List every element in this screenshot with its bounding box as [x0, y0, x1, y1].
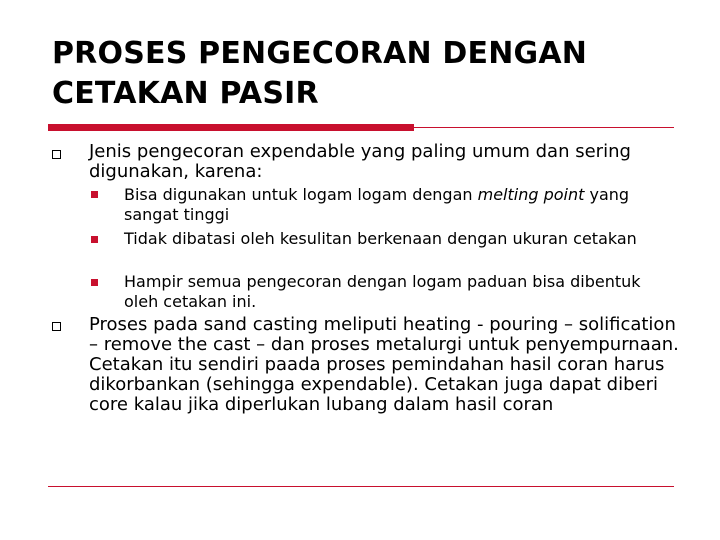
title-underline: [48, 127, 674, 128]
sub-bullet-3-text: Hampir semua pengecoran dengan logam paduan bisa dibentuk oleh cetakan ini.: [124, 272, 641, 311]
filled-square-bullet-icon: [91, 191, 98, 198]
sub-bullet-1-text-a: Bisa digunakan untuk logam logam dengan: [124, 185, 478, 204]
bullet-2-text: Proses pada sand casting meliputi heating - pouring – solification – remove the cast – dan proses metalurgi untuk penyempurnaan. Cetakan itu sendiri paada proses pemindahan hasil coran harus dikorbankan (sehingga expendable). Cetakan juga dapat diberi core kalau jika diperlukan lubang dalam hasil coran: [89, 314, 679, 415]
hollow-square-bullet-icon: [52, 322, 61, 331]
sub-bullet-2-text: Tidak dibatasi oleh kesulitan berkenaan dengan ukuran cetakan: [124, 229, 637, 248]
filled-square-bullet-icon: [91, 279, 98, 286]
footer-divider: [48, 486, 674, 487]
bullet-1-text: Jenis pengecoran expendable yang paling umum dan sering digunakan, karena:: [89, 141, 631, 182]
sub-bullet-1-italic-term: melting point: [477, 185, 585, 204]
sub-bullet-1: [124, 185, 664, 225]
filled-square-bullet-icon: [91, 236, 98, 243]
sub-bullet-1-text-b: yang sangat tinggi: [124, 185, 630, 224]
slide-title: PROSES PENGECORAN DENGAN CETAKAN PASIR: [52, 36, 588, 111]
hollow-square-bullet-icon: [52, 150, 61, 159]
